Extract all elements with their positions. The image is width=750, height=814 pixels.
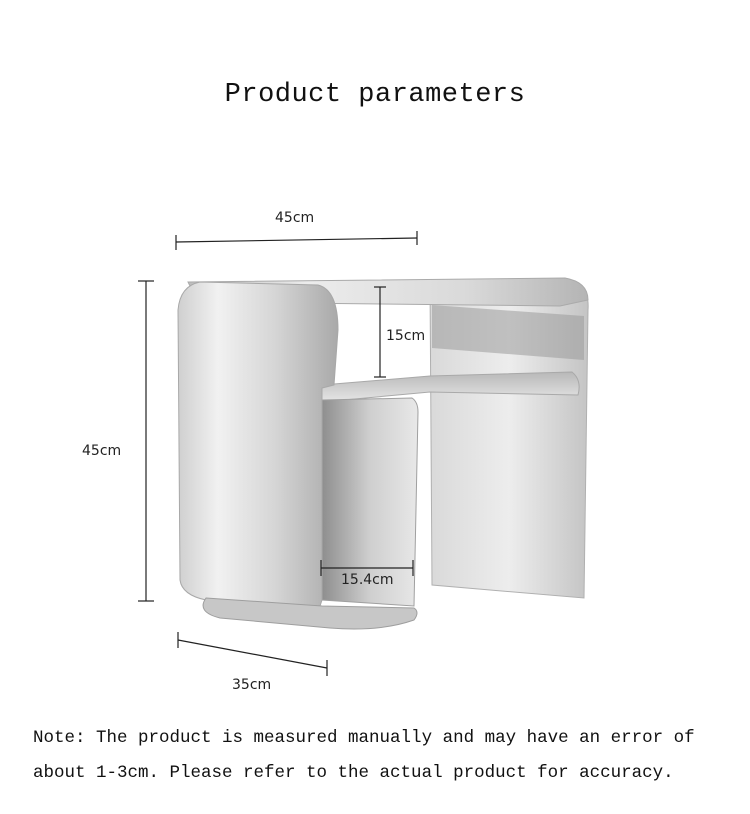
right-panel xyxy=(430,280,588,598)
dimension-depth: 35cm xyxy=(232,677,272,693)
note-line-2: about 1-3cm. Please refer to the actual product for accuracy. xyxy=(33,763,674,783)
left-panel xyxy=(178,282,338,612)
note-line-1: Note: The product is measured manually and may have an error of xyxy=(33,728,695,748)
dimension-height: 45cm xyxy=(82,443,122,459)
dimension-inner-width: 15.4cm xyxy=(341,572,394,588)
dimension-opening-height: 15cm xyxy=(386,328,426,344)
page-title: Product parameters xyxy=(224,80,526,110)
dimension-top-width: 45cm xyxy=(275,210,315,226)
